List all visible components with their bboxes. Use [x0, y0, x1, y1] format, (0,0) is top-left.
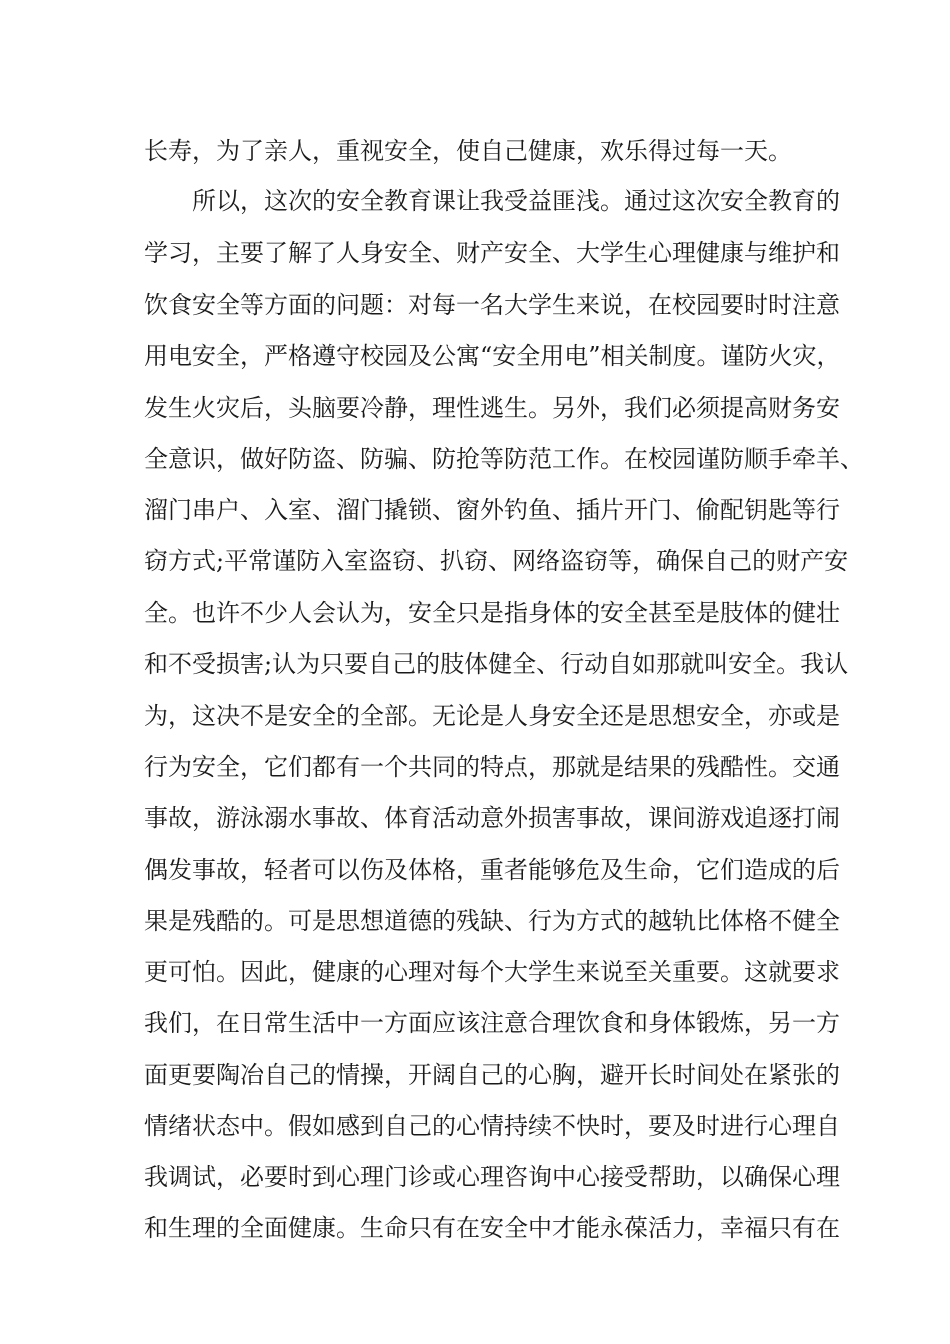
text-line-21: 我调试，必要时到心理门诊或心理咨询中心接受帮助，以确保心理	[144, 1163, 840, 1191]
text-line-5: 用电安全，严格遵守校园及公寓“安全用电”相关制度。谨防火灾，	[144, 342, 841, 370]
text-line-8: 溜门串户、入室、溜门撬锁、窗外钓鱼、插片开门、偷配钥匙等行	[144, 496, 840, 524]
text-line-17: 更可怕。因此，健康的心理对每个大学生来说至关重要。这就要求	[144, 958, 840, 986]
text-line-3: 学习，主要了解了人身安全、财产安全、大学生心理健康与维护和	[144, 239, 840, 267]
text-line-16: 果是残酷的。可是思想道德的残缺、行为方式的越轨比体格不健全	[144, 907, 840, 935]
paragraph-start-line: 所以，这次的安全教育课让我受益匪浅。通过这次安全教育的	[192, 187, 840, 215]
text-line-6: 发生火灾后，头脑要冷静，理性逃生。另外，我们必须提高财务安	[144, 394, 840, 422]
text-line-22: 和生理的全面健康。生命只有在安全中才能永葆活力，幸福只有在	[144, 1214, 840, 1242]
text-line-1: 长寿，为了亲人，重视安全，使自己健康，欢乐得过每一天。	[144, 137, 792, 165]
text-line-12: 为，这决不是安全的全部。无论是人身安全还是思想安全，亦或是	[144, 702, 840, 730]
text-line-7: 全意识，做好防盗、防骗、防抢等防范工作。在校园谨防顺手牵羊、	[144, 445, 864, 473]
text-line-18: 我们，在日常生活中一方面应该注意合理饮食和身体锻炼，另一方	[144, 1009, 840, 1037]
text-line-15: 偶发事故，轻者可以伤及体格，重者能够危及生命，它们造成的后	[144, 856, 840, 884]
text-line-9: 窃方式;平常谨防入室盗窃、扒窃、网络盗窃等，确保自己的财产安	[144, 547, 849, 575]
text-line-20: 情绪状态中。假如感到自己的心情持续不快时，要及时进行心理自	[144, 1112, 840, 1140]
text-line-13: 行为安全，它们都有一个共同的特点，那就是结果的残酷性。交通	[144, 753, 840, 781]
text-line-4: 饮食安全等方面的问题：对每一名大学生来说，在校园要时时注意	[144, 291, 840, 319]
text-line-14: 事故，游泳溺水事故、体育活动意外损害事故，课间游戏追逐打闹	[144, 804, 840, 832]
text-line-19: 面更要陶冶自己的情操，开阔自己的心胸，避开长时间处在紧张的	[144, 1061, 840, 1089]
text-line-10: 全。也许不少人会认为，安全只是指身体的安全甚至是肢体的健壮	[144, 599, 840, 627]
text-line-11: 和不受损害;认为只要自己的肢体健全、行动自如那就叫安全。我认	[144, 650, 849, 678]
